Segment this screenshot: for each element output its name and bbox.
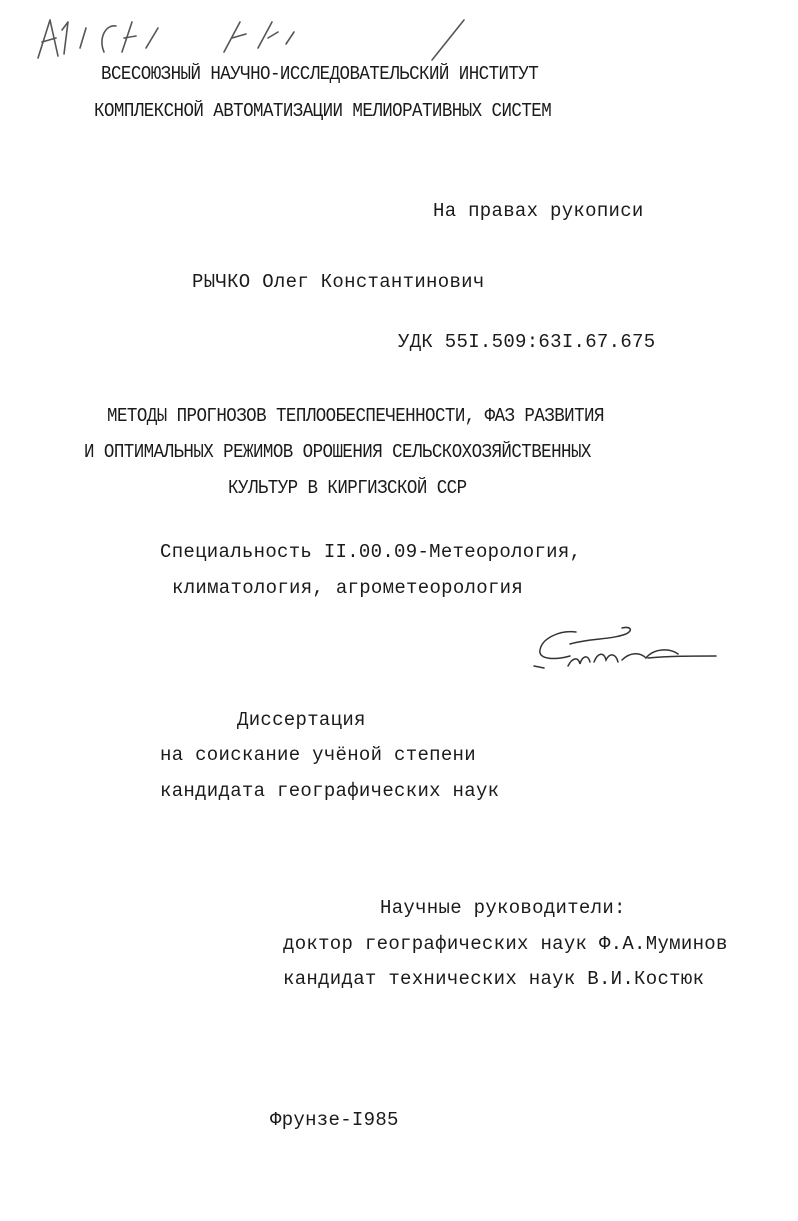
manuscript-rights-note: На правах рукописи	[433, 200, 644, 222]
institute-name-line1: ВСЕСОЮЗНЫЙ НАУЧНО-ИССЛЕДОВАТЕЛЬСКИЙ ИНСТИТУТ	[101, 63, 539, 85]
pencil-archive-mark	[28, 8, 488, 68]
supervisor-first: доктор географических наук Ф.А.Муминов	[283, 933, 728, 955]
dissertation-title-line2: И ОПТИМАЛЬНЫХ РЕЖИМОВ ОРОШЕНИЯ СЕЛЬСКОХОЗЯЙСТВЕННЫХ	[84, 441, 591, 463]
place-and-year: Фрунзе-I985	[270, 1109, 399, 1131]
signature	[530, 618, 730, 678]
dissertation-title-line1: МЕТОДЫ ПРОГНОЗОВ ТЕПЛООБЕСПЕЧЕННОСТИ, ФАЗ РАЗВИТИЯ	[107, 405, 604, 427]
degree-field-line: кандидата географических наук	[160, 780, 500, 802]
udc-code: УДК 55I.509:63I.67.675	[398, 331, 656, 353]
institute-name-line2: КОМПЛЕКСНОЙ АВТОМАТИЗАЦИИ МЕЛИОРАТИВНЫХ СИСТЕМ	[94, 100, 552, 122]
degree-line: на соискание учёной степени	[160, 744, 476, 766]
specialty-line2: климатология, агрометеорология	[172, 577, 524, 599]
dissertation-title-line3: КУЛЬТУР В КИРГИЗСКОЙ ССР	[228, 477, 467, 499]
author-name: РЫЧКО Олег Константинович	[192, 271, 485, 293]
supervisor-second: кандидат технических наук В.И.Костюк	[283, 968, 705, 990]
dissertation-label: Диссертация	[237, 709, 366, 731]
supervisors-heading: Научные руководители:	[380, 897, 626, 919]
specialty-line1: Специальность II.00.09-Метеорология,	[160, 541, 582, 563]
